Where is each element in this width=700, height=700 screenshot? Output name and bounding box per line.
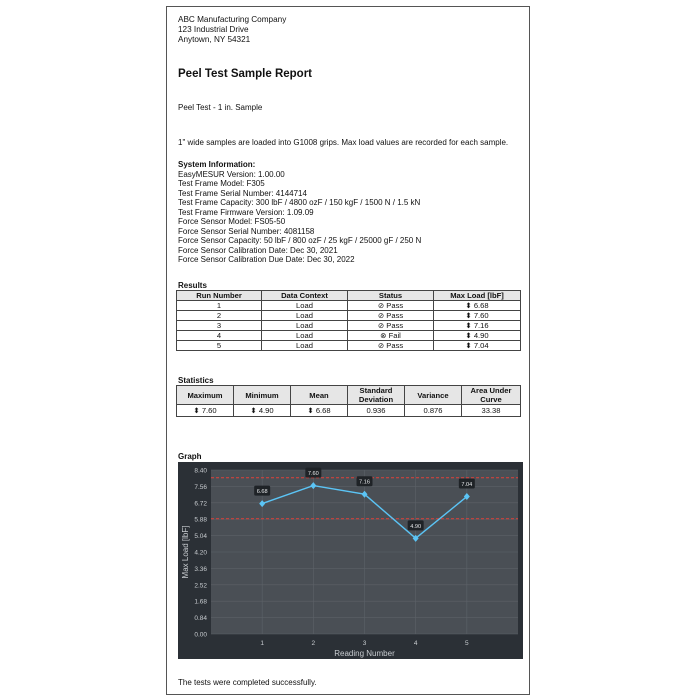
run-number-cell: 4 <box>177 331 262 341</box>
y-tick-label: 1.68 <box>194 598 207 606</box>
column-header: Run Number <box>177 291 262 301</box>
table-row <box>177 301 521 311</box>
company-address <box>178 15 286 45</box>
system-info-line: EasyMESUR Version: 1.00.00 <box>178 169 285 179</box>
results-header-row <box>177 291 521 301</box>
x-tick-label: 3 <box>362 640 367 647</box>
report-page <box>166 6 530 695</box>
completion-message: The tests were completed successfully. <box>178 678 317 687</box>
minimum-cell: ⬍ 4.90 <box>234 405 291 417</box>
company-name: ABC Manufacturing Company <box>178 15 287 24</box>
max-load-cell: ⬍ 4.90 <box>434 331 521 341</box>
run-number-cell: 5 <box>177 341 262 351</box>
table-row <box>177 405 521 417</box>
std-dev-cell: 0.936 <box>348 405 405 417</box>
test-name: Peel Test - 1 in. Sample <box>178 103 263 112</box>
system-info-line: Test Frame Firmware Version: 1.09.09 <box>178 207 314 217</box>
data-context-cell: Load <box>262 341 348 351</box>
y-tick-label: 4.20 <box>194 549 207 557</box>
system-info-line: Force Sensor Calibration Due Date: Dec 30, 2022 <box>178 255 355 265</box>
x-tick-label: 2 <box>311 640 316 647</box>
y-tick-label: 0.84 <box>194 615 207 623</box>
system-information <box>178 160 421 265</box>
data-context-cell: Load <box>262 301 348 311</box>
status-cell: ⊘ Pass <box>348 311 434 321</box>
system-info-line: Test Frame Capacity: 300 lbF / 4800 ozF / 150 kgF / 1500 N / 1.5 kN <box>178 198 421 208</box>
column-header: Maximum <box>177 386 234 405</box>
max-load-chart <box>178 462 523 659</box>
max-load-cell: ⬍ 6.68 <box>434 301 521 311</box>
y-tick-label: 7.56 <box>194 483 207 491</box>
run-number-cell: 1 <box>177 301 262 311</box>
statistics-header-row <box>177 386 521 405</box>
column-header: Data Context <box>262 291 348 301</box>
y-tick-label: 6.72 <box>194 500 207 508</box>
statistics-heading: Statistics <box>178 376 214 385</box>
max-load-cell: ⬍ 7.60 <box>434 311 521 321</box>
results-table <box>176 290 521 351</box>
system-info-line: Force Sensor Model: FS05-50 <box>178 217 286 227</box>
data-context-cell: Load <box>262 311 348 321</box>
data-context-cell: Load <box>262 321 348 331</box>
system-info-line: Test Frame Serial Number: 4144714 <box>178 188 307 198</box>
y-axis-title: Max Load [lbF] <box>181 525 190 579</box>
run-number-cell: 2 <box>177 311 262 321</box>
company-city: Anytown, NY 54321 <box>178 35 251 44</box>
table-row <box>177 311 521 321</box>
max-load-cell: ⬍ 7.16 <box>434 321 521 331</box>
x-axis-title: Reading Number <box>334 649 395 658</box>
y-tick-label: 8.40 <box>194 467 207 475</box>
system-info-line: Test Frame Model: F305 <box>178 179 265 189</box>
column-header: Status <box>348 291 434 301</box>
y-tick-label: 0.00 <box>194 631 207 639</box>
mean-cell: ⬍ 6.68 <box>291 405 348 417</box>
system-info-line: Force Sensor Serial Number: 4081158 <box>178 226 315 236</box>
x-tick-label: 5 <box>465 640 469 647</box>
system-info-heading: System Information: <box>178 160 256 169</box>
report-title: Peel Test Sample Report <box>178 68 312 80</box>
column-header: Area Under Curve <box>462 386 521 405</box>
column-header: Max Load [lbF] <box>434 291 521 301</box>
y-tick-label: 2.52 <box>194 582 207 590</box>
column-header: Mean <box>291 386 348 405</box>
company-street: 123 Industrial Drive <box>178 25 249 34</box>
x-tick-label: 4 <box>413 640 418 647</box>
area-under-curve-cell: 33.38 <box>462 405 521 417</box>
column-header: Standard Deviation <box>348 386 405 405</box>
test-description: 1" wide samples are loaded into G1008 grips. Max load values are recorded for each sample. <box>178 138 509 147</box>
table-row <box>177 341 521 351</box>
system-info-line: Force Sensor Capacity: 50 lbF / 800 ozF / 25 kgF / 25000 gF / 250 N <box>178 236 422 246</box>
variance-cell: 0.876 <box>405 405 462 417</box>
chart-svg <box>178 462 523 659</box>
status-cell: ⊗ Fail <box>348 331 434 341</box>
data-context-cell: Load <box>262 331 348 341</box>
status-cell: ⊘ Pass <box>348 341 434 351</box>
status-cell: ⊘ Pass <box>348 301 434 311</box>
column-header: Variance <box>405 386 462 405</box>
run-number-cell: 3 <box>177 321 262 331</box>
data-label: 7.04 <box>461 482 473 489</box>
data-label: 4.90 <box>410 523 422 530</box>
graph-heading: Graph <box>178 452 202 461</box>
system-info-line: Force Sensor Calibration Date: Dec 30, 2021 <box>178 245 338 255</box>
maximum-cell: ⬍ 7.60 <box>177 405 234 417</box>
y-tick-label: 3.36 <box>194 565 207 573</box>
max-load-cell: ⬍ 7.04 <box>434 341 521 351</box>
column-header: Minimum <box>234 386 291 405</box>
statistics-table <box>176 385 521 417</box>
results-heading: Results <box>178 281 207 290</box>
table-row <box>177 331 521 341</box>
data-label: 6.68 <box>256 489 268 496</box>
status-cell: ⊘ Pass <box>348 321 434 331</box>
y-tick-label: 5.04 <box>194 533 207 541</box>
x-tick-label: 1 <box>260 640 264 647</box>
y-tick-label: 5.88 <box>194 516 207 524</box>
data-label: 7.60 <box>307 471 319 478</box>
table-row <box>177 321 521 331</box>
data-label: 7.16 <box>359 479 370 486</box>
